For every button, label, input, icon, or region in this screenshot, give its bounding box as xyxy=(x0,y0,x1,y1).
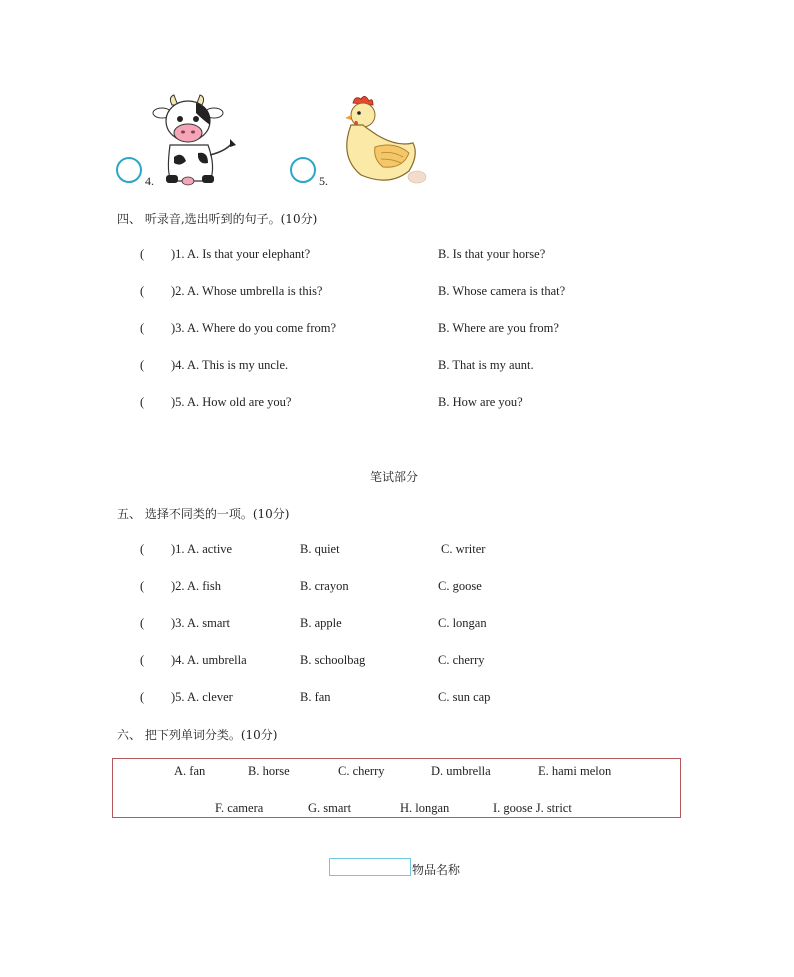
option-a: )3. A. Where do you come from? xyxy=(171,321,336,335)
answer-blank[interactable]: ( xyxy=(140,321,145,335)
word-item: A. fan xyxy=(174,764,206,778)
answer-blank[interactable]: ( xyxy=(140,616,145,630)
answer-blank[interactable]: ( xyxy=(140,690,145,704)
section5-heading: 五、 选择不同类的一项。(10分) xyxy=(117,507,290,521)
option-a: )5. A. clever xyxy=(171,690,233,704)
answer-circle-5 xyxy=(290,157,316,183)
answer-blank[interactable]: ( xyxy=(140,542,145,556)
picture-number-5: 5. xyxy=(319,174,328,188)
category-label: 物品名称 xyxy=(412,863,461,877)
category-table-cell[interactable] xyxy=(329,858,411,876)
option-b: B. Is that your horse? xyxy=(438,247,546,261)
option-c: C. writer xyxy=(441,542,486,556)
option-c: C. cherry xyxy=(438,653,485,667)
option-c: C. goose xyxy=(438,579,482,593)
option-b: B. fan xyxy=(300,690,331,704)
answer-circle-4 xyxy=(116,157,142,183)
word-item: G. smart xyxy=(308,801,352,815)
word-item: I. goose J. strict xyxy=(493,801,572,815)
option-b: B. How are you? xyxy=(438,395,523,409)
option-a: )5. A. How old are you? xyxy=(171,395,292,409)
option-c: C. longan xyxy=(438,616,487,630)
picture-number-4: 4. xyxy=(145,174,154,188)
answer-blank[interactable]: ( xyxy=(140,358,145,372)
option-b: B. Whose camera is that? xyxy=(438,284,566,298)
option-b: B. quiet xyxy=(300,542,340,556)
option-a: )4. A. This is my uncle. xyxy=(171,358,289,372)
word-item: E. hami melon xyxy=(538,764,612,778)
option-a: )1. A. Is that your elephant? xyxy=(171,247,311,261)
hen-icon xyxy=(337,95,427,187)
cow-icon xyxy=(152,95,242,190)
option-a: )2. A. Whose umbrella is this? xyxy=(171,284,323,298)
option-a: )1. A. active xyxy=(171,542,233,556)
option-a: )2. A. fish xyxy=(171,579,221,593)
written-part-title: 笔试部分 xyxy=(370,470,419,484)
answer-blank[interactable]: ( xyxy=(140,395,145,409)
option-c: C. sun cap xyxy=(438,690,491,704)
word-item: D. umbrella xyxy=(431,764,491,778)
answer-blank[interactable]: ( xyxy=(140,579,145,593)
option-a: )4. A. umbrella xyxy=(171,653,247,667)
option-b: B. schoolbag xyxy=(300,653,366,667)
option-b: B. Where are you from? xyxy=(438,321,559,335)
answer-blank[interactable]: ( xyxy=(140,284,145,298)
option-b: B. apple xyxy=(300,616,342,630)
word-item: C. cherry xyxy=(338,764,385,778)
section6-heading: 六、 把下列单词分类。(10分) xyxy=(117,728,278,742)
option-a: )3. A. smart xyxy=(171,616,231,630)
section4-heading: 四、 听录音,选出听到的句子。(10分) xyxy=(117,212,318,226)
word-item: B. horse xyxy=(248,764,290,778)
option-b: B. crayon xyxy=(300,579,349,593)
word-item: H. longan xyxy=(400,801,450,815)
option-b: B. That is my aunt. xyxy=(438,358,534,372)
answer-blank[interactable]: ( xyxy=(140,247,145,261)
word-item: F. camera xyxy=(215,801,264,815)
answer-blank[interactable]: ( xyxy=(140,653,145,667)
